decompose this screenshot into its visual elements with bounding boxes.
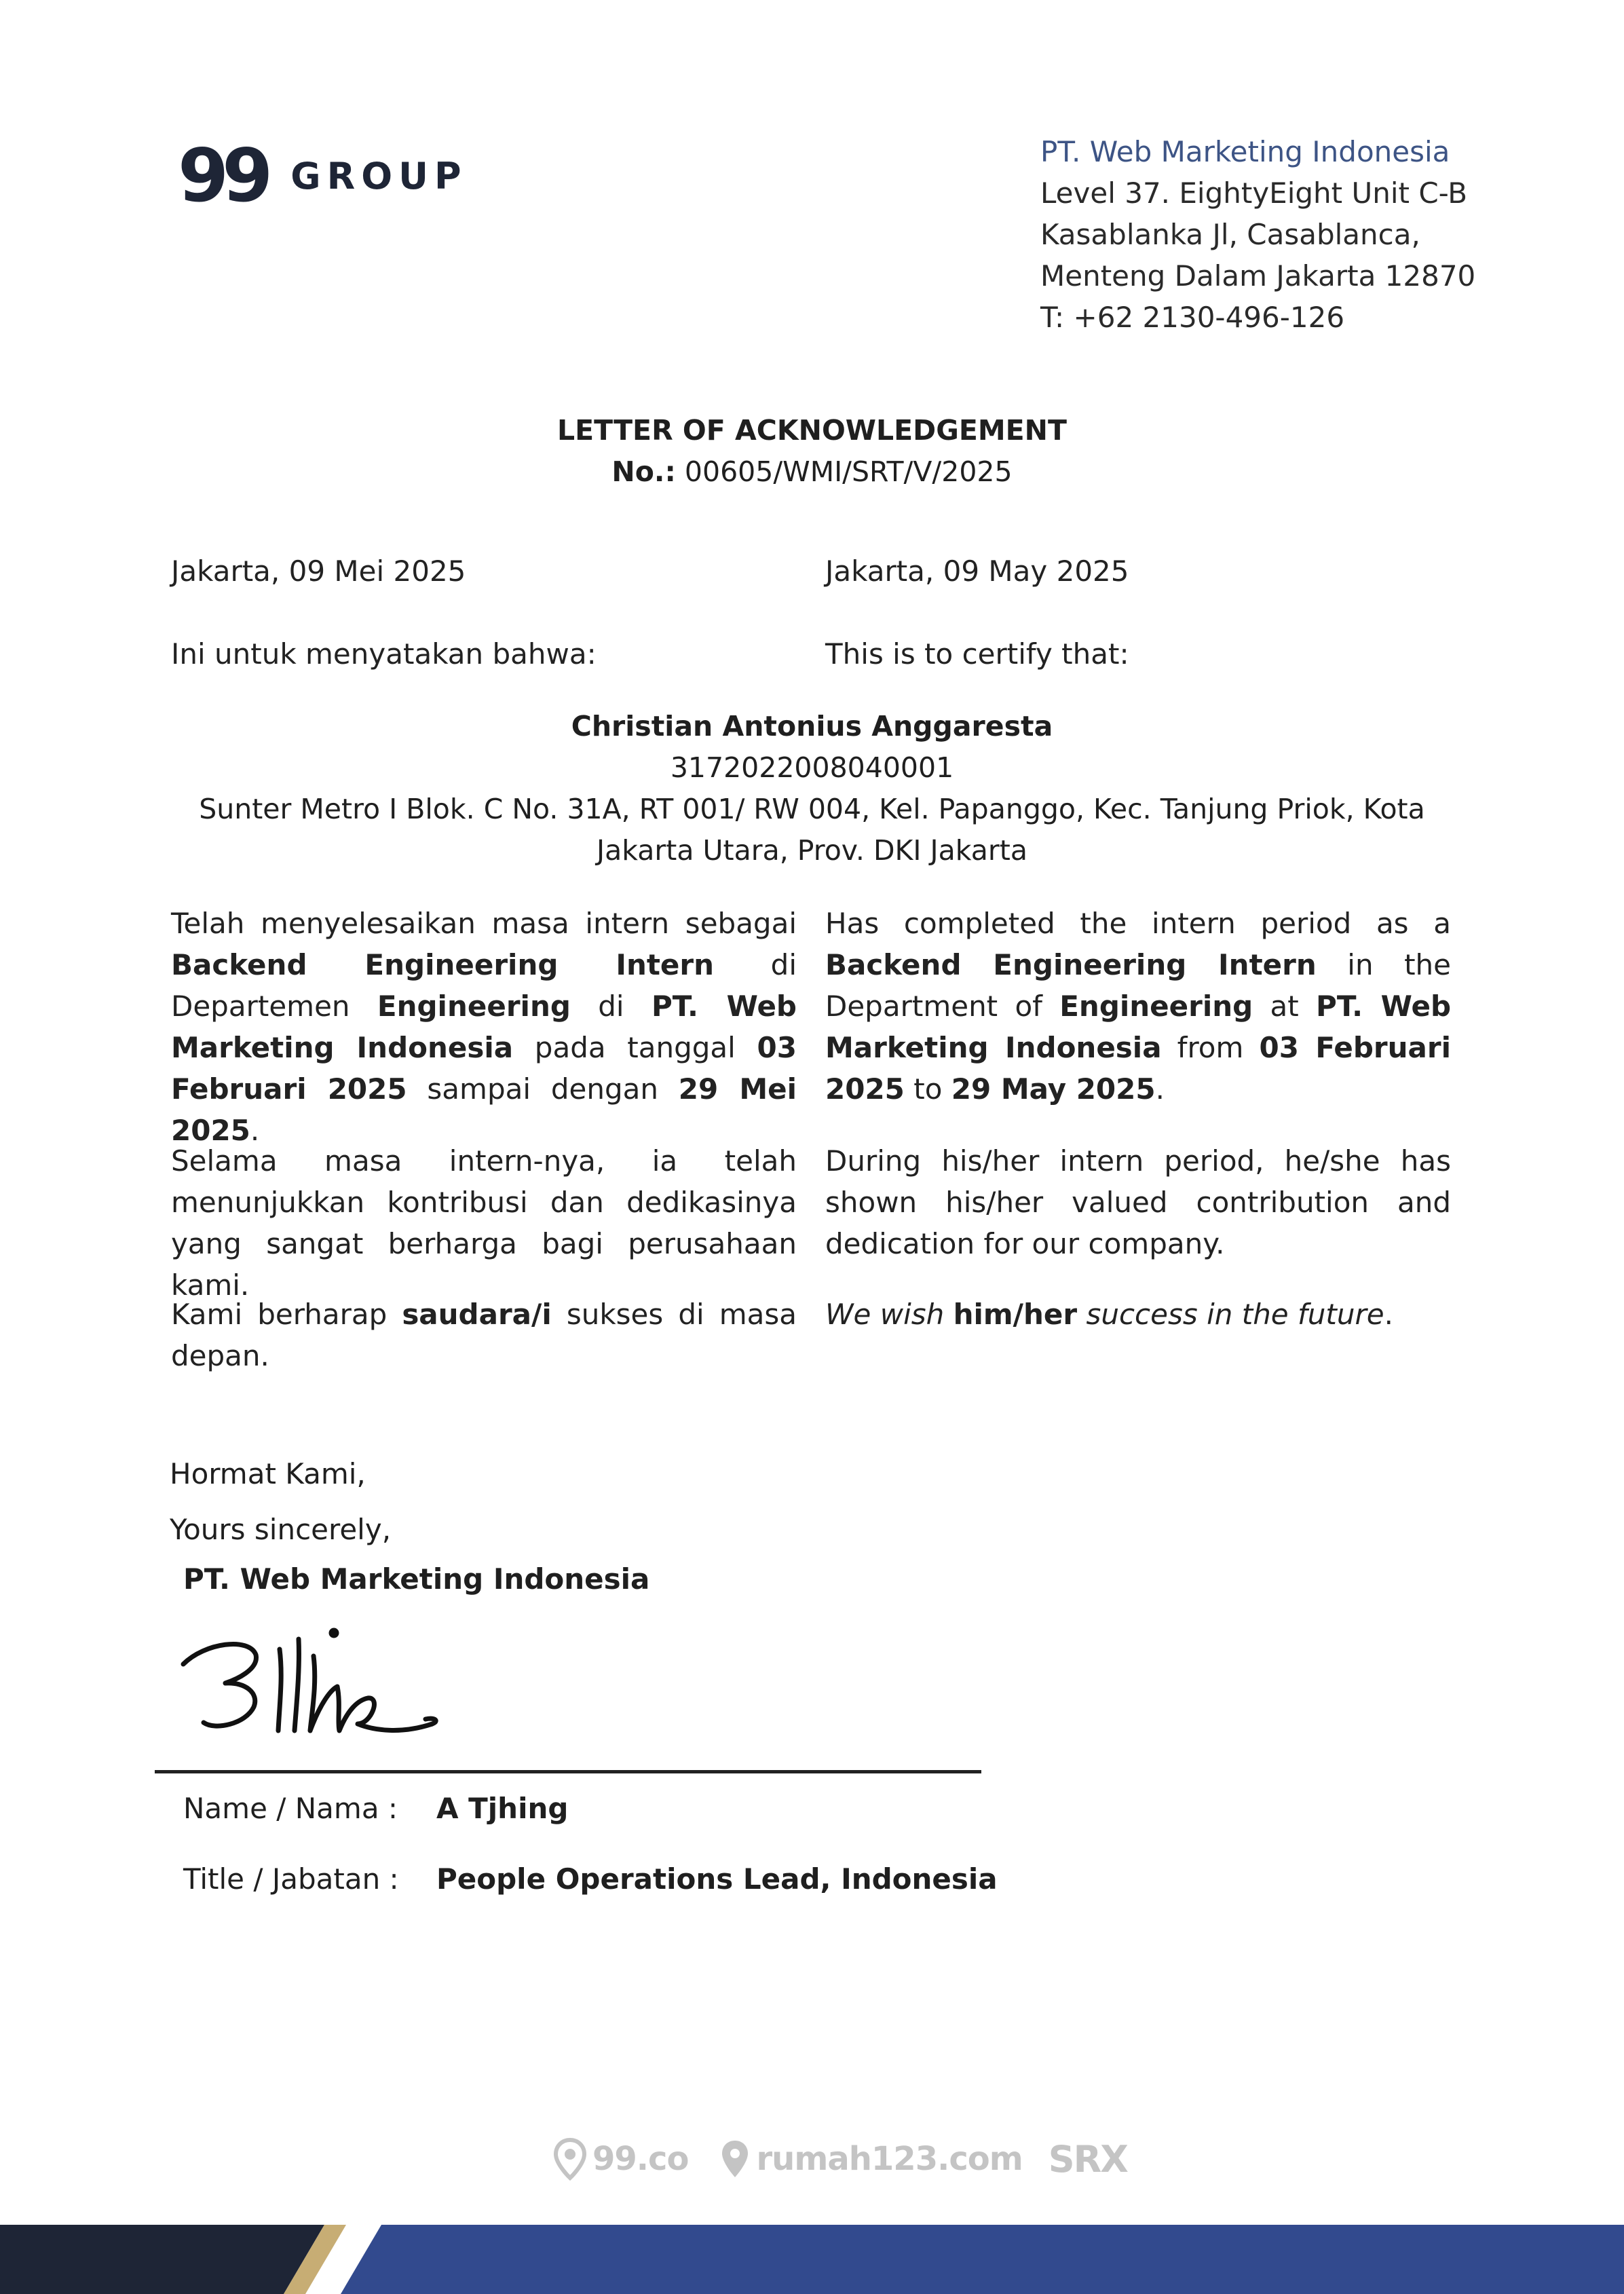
footer-navy-segment: [0, 2225, 324, 2294]
company-phone: T: +62 2130-496-126: [1040, 301, 1345, 334]
letter-title: [0, 410, 1624, 493]
paragraph-2-left: Selama masa intern-nya, ia telah menunjukkan kontribusi dan dedikasinya yang sangat berharga bagi perusahaan kami.: [171, 1144, 797, 1302]
brand-99co-label: 99.co: [592, 2140, 689, 2178]
footer-brands: [553, 2135, 1127, 2183]
paragraph-1-right: Has completed the intern period as a Backend Engineering Intern in the Department of Engineering at PT. Web Marketing Indonesia from 03 Februari 2025 to 29 May 2025.: [825, 907, 1452, 1106]
signature-line: [155, 1770, 981, 1773]
paragraph-1-left: Telah menyelesaikan masa intern sebagai Backend Engineering Intern di Departemen Engineering di PT. Web Marketing Indonesia pada tanggal 03 Februari 2025 sampai dengan 29 Mei 2025.: [171, 907, 797, 1147]
closing-block: [170, 1446, 391, 1558]
name-label: Name / Nama :: [183, 1792, 398, 1825]
address-line-3: Menteng Dalam Jakarta 12870: [1040, 259, 1476, 293]
person-block: [0, 706, 1624, 871]
letter-number-value: 00605/WMI/SRT/V/2025: [684, 455, 1013, 488]
title-label: Title / Jabatan :: [183, 1862, 399, 1896]
paragraph-3-left: Kami berharap saudara/i sukses di masa depan.: [171, 1298, 797, 1372]
brand-srx: [1049, 2138, 1127, 2181]
paragraph-2-right: During his/her intern period, he/she has shown his/her valued contribution and dedication for our company.: [825, 1144, 1451, 1260]
company-name: PT. Web Marketing Indonesia: [1040, 135, 1450, 168]
closing-indonesian: Hormat Kami,: [170, 1457, 366, 1490]
closing-english: Yours sincerely,: [170, 1513, 392, 1546]
person-name: Christian Antonius Anggaresta: [571, 710, 1053, 742]
date-right: Jakarta, 09 May 2025: [825, 554, 1129, 588]
brand-99co: [553, 2137, 688, 2181]
name-value: A Tjhing: [436, 1792, 569, 1825]
footer-color-bar: [0, 2225, 1624, 2294]
company-address-block: [1040, 131, 1475, 338]
letter-number: [0, 451, 1624, 493]
intro-right: This is to certify that:: [825, 637, 1129, 671]
title-value: People Operations Lead, Indonesia: [436, 1862, 998, 1896]
logo-word: GROUP: [290, 155, 468, 198]
logo-number: 99: [178, 134, 267, 219]
person-address-line-1: Sunter Metro I Blok. C No. 31A, RT 001/ RW 004, Kel. Papanggo, Kec. Tanjung Priok, Kota: [199, 793, 1425, 825]
brand-rumah123-label: rumah123.com: [756, 2140, 1023, 2178]
address-line-2: Kasablanka Jl, Casablanca,: [1040, 218, 1420, 251]
address-line-1: Level 37. EightyEight Unit C-B: [1040, 176, 1468, 210]
map-pin-icon: [553, 2137, 587, 2181]
letter-heading: LETTER OF ACKNOWLEDGEMENT: [557, 414, 1067, 447]
location-pin-icon: [719, 2138, 751, 2180]
person-id-number: 3172022008040001: [670, 751, 954, 784]
footer-blue-segment: [341, 2225, 1624, 2294]
closing-company: PT. Web Marketing Indonesia: [183, 1562, 650, 1596]
brand-rumah123: [719, 2138, 1022, 2180]
intro-left: Ini untuk menyatakan bahwa:: [171, 637, 597, 671]
company-logo: [178, 134, 468, 219]
person-address-line-2: Jakarta Utara, Prov. DKI Jakarta: [597, 834, 1027, 867]
brand-srx-label: SRX: [1048, 2137, 1127, 2181]
letter-number-label: No.:: [611, 455, 676, 488]
paragraph-3-right: We wish him/her success in the future.: [825, 1298, 1393, 1331]
handwritten-signature: [178, 1622, 449, 1751]
date-left: Jakarta, 09 Mei 2025: [171, 554, 466, 588]
